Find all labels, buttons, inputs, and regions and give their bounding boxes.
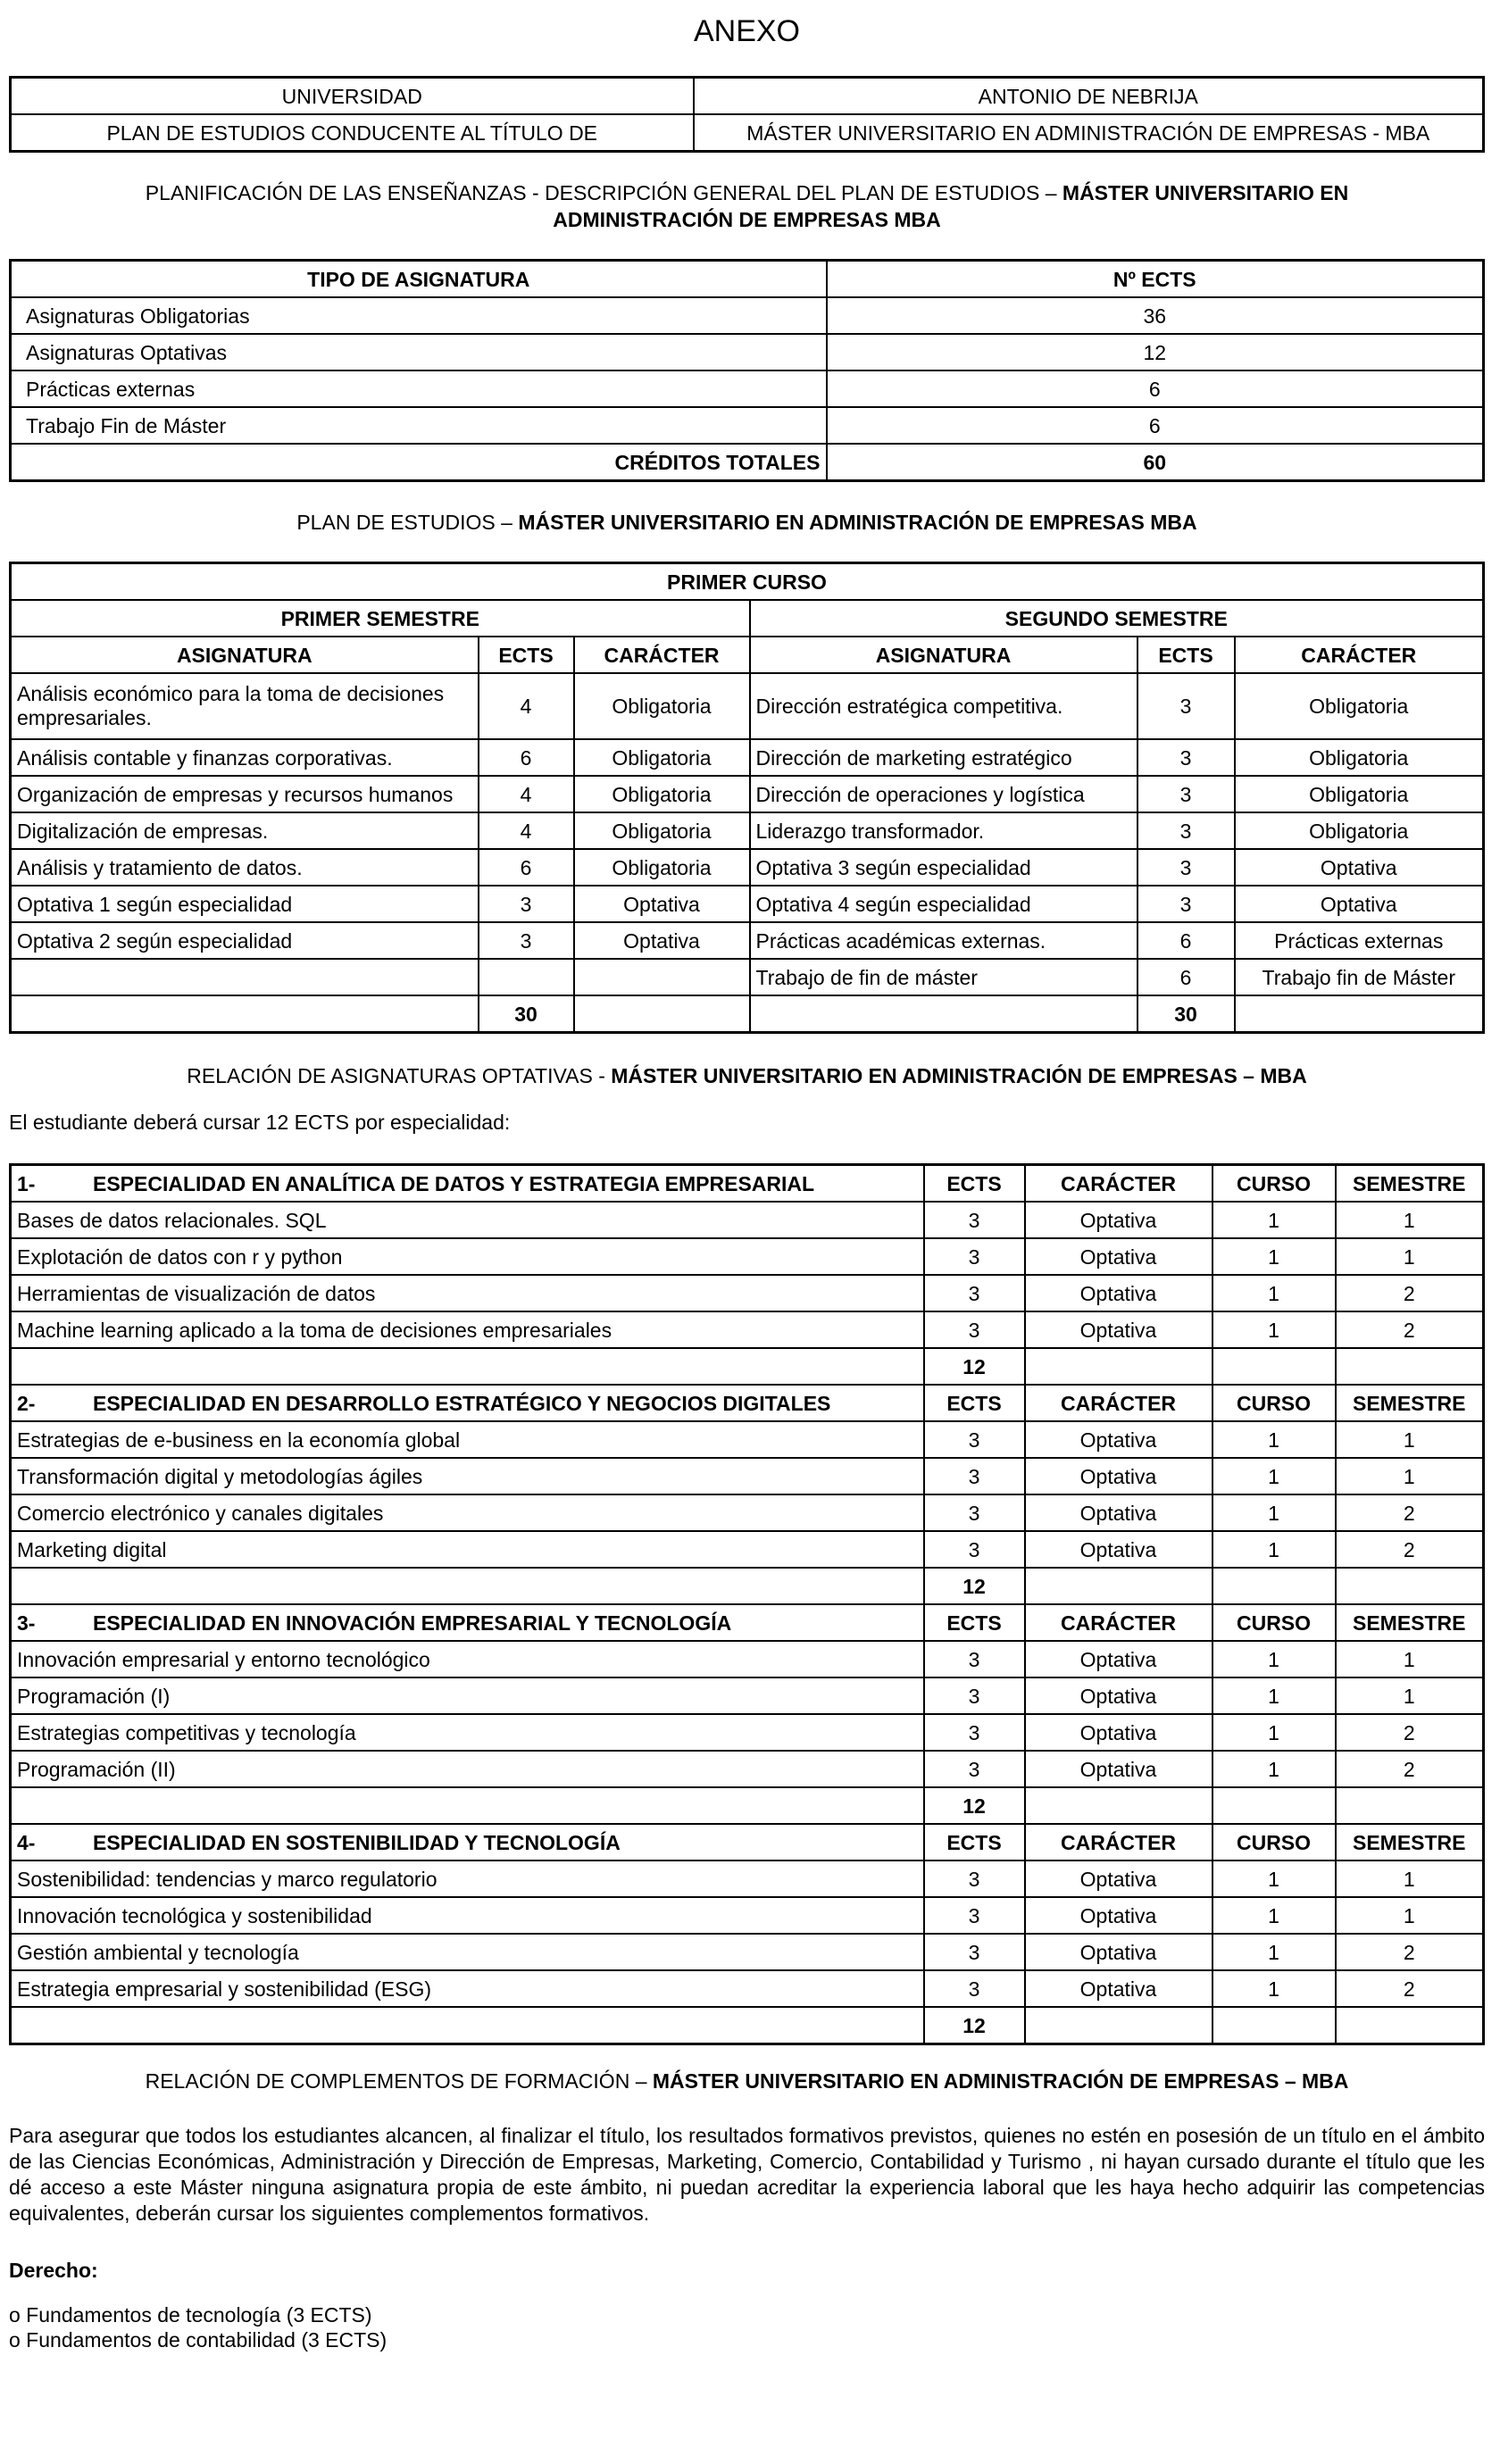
table-row — [11, 407, 1484, 444]
table-cell: 1 — [1336, 1238, 1484, 1275]
table-cell: Innovación empresarial y entorno tecnológico — [11, 1641, 924, 1677]
column-header: CURSO — [1212, 1385, 1336, 1421]
table-cell — [1336, 1348, 1484, 1385]
table-cell: 3 — [924, 1202, 1025, 1238]
table-cell — [1025, 2007, 1212, 2044]
total-value: 30 — [1138, 995, 1235, 1033]
table-header-row — [11, 261, 1484, 298]
column-header: ECTS — [479, 637, 574, 673]
table-row — [11, 1860, 1484, 1897]
table-row — [11, 1970, 1484, 2007]
table-cell: 3 — [924, 1641, 1025, 1677]
table-cell: Explotación de datos con r y python — [11, 1238, 924, 1275]
table-row — [11, 1714, 1484, 1751]
specialty-title — [11, 1824, 924, 1860]
semester-row — [11, 600, 1484, 637]
table-cell: Optativa — [1025, 1860, 1212, 1897]
table-cell: Optativa — [1025, 1897, 1212, 1934]
table-cell: 3 — [1138, 849, 1235, 886]
table-cell: Optativa — [574, 886, 750, 922]
table-cell: 3 — [1138, 776, 1235, 812]
table-row — [11, 1202, 1484, 1238]
table-cell: 3 — [924, 1531, 1025, 1568]
table-cell: Obligatoria — [574, 776, 750, 812]
table-cell — [11, 1568, 924, 1604]
intro-text: El estudiante deberá cursar 12 ECTS por especialidad: — [9, 1111, 511, 1134]
table-cell: 1 — [1212, 1714, 1336, 1751]
column-header: CARÁCTER — [1025, 1824, 1212, 1860]
column-header: CARÁCTER — [1025, 1165, 1212, 1203]
specialty-number: 3- — [17, 1611, 36, 1635]
derecho-label: Derecho: — [9, 2259, 98, 2282]
table-cell: 2 — [1336, 1714, 1484, 1751]
table-row — [11, 114, 1484, 152]
column-header: CURSO — [1212, 1824, 1336, 1860]
table-cell: 3 — [924, 1934, 1025, 1970]
section-heading — [9, 509, 1485, 536]
electives-table — [9, 1163, 1485, 2045]
table-cell: Dirección estratégica competitiva. — [750, 673, 1138, 739]
table-cell: 1 — [1212, 1202, 1336, 1238]
table-cell — [1336, 1568, 1484, 1604]
table-cell: ANTONIO DE NEBRIJA — [694, 78, 1484, 115]
table-cell: Comercio electrónico y canales digitales — [11, 1494, 924, 1531]
table-cell: Optativa — [1025, 1311, 1212, 1348]
heading-text: RELACIÓN DE ASIGNATURAS OPTATIVAS - — [187, 1064, 612, 1087]
list-item: o Fundamentos de contabilidad (3 ECTS) — [9, 2328, 388, 2352]
table-row — [11, 673, 1484, 739]
table-cell — [1025, 1348, 1212, 1385]
table-cell: 6 — [827, 370, 1484, 407]
specialty-title — [11, 1165, 924, 1203]
table-cell: 2 — [1336, 1275, 1484, 1311]
specialty-number: 1- — [17, 1171, 36, 1195]
complements-paragraph: Para asegurar que todos los estudiantes alcancen, al finalizar el título, los resultados formativos previstos, quienes no estén en posesión de un título en el ámbito de las Ciencias Económicas, Administración y Dirección de Empresas, Marketing, Comercio, Contabilidad y Turismo , ni hayan cursado durante el título que les dé acceso a este Máster ninguna asignatura propia de este ámbito, ni puedan acreditar la experiencia laboral que les haya hecho adquirir las competencias equivalentes, deberán cursar los siguientes complementos formativos. — [9, 2124, 1485, 2225]
table-cell: 1 — [1336, 1641, 1484, 1677]
table-row — [11, 1238, 1484, 1275]
table-cell: Optativa — [1235, 849, 1484, 886]
column-header: ECTS — [1138, 637, 1235, 673]
table-cell: Programación (II) — [11, 1751, 924, 1787]
total-value: 60 — [827, 444, 1484, 481]
table-cell — [1336, 1787, 1484, 1824]
table-cell: 3 — [1138, 673, 1235, 739]
table-cell — [1235, 995, 1484, 1033]
table-cell — [11, 995, 479, 1033]
heading-bold: MÁSTER UNIVERSITARIO EN ADMINISTRACIÓN DE EMPRESAS – MBA — [611, 1064, 1307, 1087]
table-row — [11, 1677, 1484, 1714]
table-cell: 6 — [479, 849, 574, 886]
specialty-name: ESPECIALIDAD EN INNOVACIÓN EMPRESARIAL Y TECNOLOGÍA — [93, 1611, 732, 1635]
page-title: ANEXO — [693, 14, 801, 48]
table-cell: 3 — [479, 922, 574, 959]
table-cell — [1212, 1787, 1336, 1824]
table-cell: 3 — [924, 1714, 1025, 1751]
table-cell — [1212, 1348, 1336, 1385]
column-header: CARÁCTER — [1025, 1385, 1212, 1421]
table-cell: Obligatoria — [574, 812, 750, 849]
table-row — [11, 78, 1484, 115]
table-cell: 1 — [1336, 1897, 1484, 1934]
table-cell: 1 — [1336, 1421, 1484, 1458]
total-row — [11, 995, 1484, 1033]
table-cell: 3 — [924, 1677, 1025, 1714]
plan-table — [9, 562, 1485, 1034]
table-cell: Análisis económico para la toma de decisiones empresariales. — [11, 673, 479, 739]
table-cell: 3 — [1138, 886, 1235, 922]
table-cell: Liderazgo transformador. — [750, 812, 1138, 849]
specialty-header-row — [11, 1385, 1484, 1421]
table-cell: Herramientas de visualización de datos — [11, 1275, 924, 1311]
table-cell — [11, 2007, 924, 2044]
table-cell: Optativa — [1025, 1421, 1212, 1458]
list-item: o Fundamentos de tecnología (3 ECTS) — [9, 2303, 372, 2327]
total-value: 12 — [924, 1348, 1025, 1385]
table-cell: Obligatoria — [1235, 812, 1484, 849]
table-cell — [11, 1787, 924, 1824]
table-cell: 3 — [924, 1275, 1025, 1311]
heading-text: RELACIÓN DE COMPLEMENTOS DE FORMACIÓN – — [145, 2069, 653, 2093]
table-cell: PLAN DE ESTUDIOS CONDUCENTE AL TÍTULO DE — [11, 114, 694, 152]
table-cell: 6 — [1138, 922, 1235, 959]
table-cell: 1 — [1212, 1641, 1336, 1677]
table-cell: 1 — [1336, 1860, 1484, 1897]
table-cell: Obligatoria — [1235, 776, 1484, 812]
specialty-number: 4- — [17, 1830, 36, 1854]
table-row — [11, 812, 1484, 849]
total-row — [11, 1348, 1484, 1385]
table-row — [11, 922, 1484, 959]
header-table — [9, 76, 1485, 153]
table-cell: 3 — [924, 1421, 1025, 1458]
table-cell: Estrategias competitivas y tecnología — [11, 1714, 924, 1751]
table-row — [11, 959, 1484, 995]
table-row — [11, 1494, 1484, 1531]
table-row — [11, 370, 1484, 407]
table-cell: 3 — [924, 1494, 1025, 1531]
column-header: CARÁCTER — [1235, 637, 1484, 673]
section-heading — [9, 2068, 1485, 2094]
table-cell: 3 — [924, 1970, 1025, 2007]
column-header: ASIGNATURA — [750, 637, 1138, 673]
total-label: CRÉDITOS TOTALES — [11, 444, 827, 481]
table-row — [11, 334, 1484, 370]
table-cell: Asignaturas Obligatorias — [11, 297, 827, 334]
column-header: SEMESTRE — [1336, 1165, 1484, 1203]
table-cell: Optativa — [1235, 886, 1484, 922]
table-cell: Prácticas externas — [11, 370, 827, 407]
column-header: SEMESTRE — [1336, 1385, 1484, 1421]
table-cell: Optativa — [1025, 1641, 1212, 1677]
table-cell: Optativa — [1025, 1714, 1212, 1751]
table-cell — [1025, 1568, 1212, 1604]
table-cell: Machine learning aplicado a la toma de decisiones empresariales — [11, 1311, 924, 1348]
table-cell: Dirección de marketing estratégico — [750, 739, 1138, 776]
table-cell: Trabajo de fin de máster — [750, 959, 1138, 995]
column-header: ECTS — [924, 1604, 1025, 1641]
total-row — [11, 2007, 1484, 2044]
table-cell: Innovación tecnológica y sostenibilidad — [11, 1897, 924, 1934]
table-row — [11, 1275, 1484, 1311]
table-row — [11, 739, 1484, 776]
total-row — [11, 444, 1484, 481]
table-cell: Asignaturas Optativas — [11, 334, 827, 370]
heading-text: PLAN DE ESTUDIOS – — [296, 511, 519, 534]
table-cell: 3 — [1138, 739, 1235, 776]
table-row — [11, 1421, 1484, 1458]
table-cell: Optativa — [1025, 1275, 1212, 1311]
table-cell: Trabajo fin de Máster — [1235, 959, 1484, 995]
table-cell: Sostenibilidad: tendencias y marco regulatorio — [11, 1860, 924, 1897]
table-cell: Optativa — [1025, 1970, 1212, 2007]
table-cell: 1 — [1212, 1860, 1336, 1897]
table-cell: Estrategias de e-business en la economía global — [11, 1421, 924, 1458]
specialty-title — [11, 1604, 924, 1641]
table-cell: 6 — [1138, 959, 1235, 995]
heading-bold: MÁSTER UNIVERSITARIO EN ADMINISTRACIÓN DE EMPRESAS MBA — [553, 181, 1349, 231]
section-heading — [9, 1062, 1485, 1089]
table-cell: 36 — [827, 297, 1484, 334]
table-cell: 1 — [1212, 1238, 1336, 1275]
table-cell: Optativa — [1025, 1238, 1212, 1275]
table-cell: 1 — [1336, 1458, 1484, 1494]
table-cell: 1 — [1336, 1677, 1484, 1714]
table-cell: Prácticas externas — [1235, 922, 1484, 959]
total-value: 12 — [924, 1787, 1025, 1824]
table-cell: 6 — [827, 407, 1484, 444]
table-cell: Programación (I) — [11, 1677, 924, 1714]
specialty-header-row — [11, 1165, 1484, 1203]
total-value: 12 — [924, 1568, 1025, 1604]
table-cell: Optativa — [1025, 1458, 1212, 1494]
heading-bold: MÁSTER UNIVERSITARIO EN ADMINISTRACIÓN DE EMPRESAS – MBA — [652, 2069, 1349, 2093]
semester-header: SEGUNDO SEMESTRE — [750, 600, 1484, 637]
specialty-header-row — [11, 1604, 1484, 1641]
table-cell: 1 — [1336, 1202, 1484, 1238]
column-header: CURSO — [1212, 1604, 1336, 1641]
table-cell: 1 — [1212, 1421, 1336, 1458]
table-cell: 4 — [479, 776, 574, 812]
column-header: ECTS — [924, 1385, 1025, 1421]
table-cell: Gestión ambiental y tecnología — [11, 1934, 924, 1970]
table-cell — [1336, 2007, 1484, 2044]
column-header: CURSO — [1212, 1165, 1336, 1203]
table-row — [11, 849, 1484, 886]
table-cell: 6 — [479, 739, 574, 776]
table-cell: Obligatoria — [574, 673, 750, 739]
heading-text: PLANIFICACIÓN DE LAS ENSEÑANZAS - DESCRIPCIÓN GENERAL DEL PLAN DE ESTUDIOS – — [145, 181, 1062, 204]
heading-bold: MÁSTER UNIVERSITARIO EN ADMINISTRACIÓN DE EMPRESAS MBA — [518, 511, 1197, 534]
table-row — [11, 776, 1484, 812]
table-cell: 1 — [1212, 1970, 1336, 2007]
table-cell: 3 — [479, 886, 574, 922]
table-cell: 1 — [1212, 1275, 1336, 1311]
table-cell: 12 — [827, 334, 1484, 370]
table-cell: Análisis contable y finanzas corporativas. — [11, 739, 479, 776]
table-cell: Trabajo Fin de Máster — [11, 407, 827, 444]
specialty-name: ESPECIALIDAD EN ANALÍTICA DE DATOS Y ESTRATEGIA EMPRESARIAL — [93, 1171, 815, 1195]
section-heading — [9, 179, 1485, 233]
table-cell: MÁSTER UNIVERSITARIO EN ADMINISTRACIÓN DE EMPRESAS - MBA — [694, 114, 1484, 152]
table-cell — [1212, 2007, 1336, 2044]
course-header: PRIMER CURSO — [11, 563, 1484, 601]
table-cell: Optativa — [1025, 1934, 1212, 1970]
table-cell: 1 — [1212, 1311, 1336, 1348]
table-cell: Optativa — [1025, 1494, 1212, 1531]
table-cell: 3 — [924, 1897, 1025, 1934]
table-cell: 3 — [924, 1311, 1025, 1348]
table-cell: Estrategia empresarial y sostenibilidad (ESG) — [11, 1970, 924, 2007]
summary-table — [9, 259, 1485, 482]
table-row — [11, 1531, 1484, 1568]
table-row — [11, 1641, 1484, 1677]
specialty-title — [11, 1385, 924, 1421]
table-cell: Transformación digital y metodologías ágiles — [11, 1458, 924, 1494]
table-cell: 2 — [1336, 1970, 1484, 2007]
table-cell: Optativa — [1025, 1202, 1212, 1238]
table-cell: 1 — [1212, 1494, 1336, 1531]
table-cell: 1 — [1212, 1751, 1336, 1787]
table-row — [11, 886, 1484, 922]
table-row — [11, 1897, 1484, 1934]
course-row — [11, 563, 1484, 601]
table-cell: Optativa 2 según especialidad — [11, 922, 479, 959]
complements-list — [9, 2302, 1485, 2352]
table-cell: 3 — [924, 1751, 1025, 1787]
column-header: ECTS — [924, 1824, 1025, 1860]
table-cell: 3 — [924, 1238, 1025, 1275]
table-cell: Optativa — [574, 922, 750, 959]
column-header: ASIGNATURA — [11, 637, 479, 673]
specialty-name: ESPECIALIDAD EN SOSTENIBILIDAD Y TECNOLOGÍA — [93, 1830, 621, 1854]
table-row — [11, 1751, 1484, 1787]
table-cell: 2 — [1336, 1751, 1484, 1787]
table-cell: 4 — [479, 812, 574, 849]
table-cell: Obligatoria — [574, 739, 750, 776]
table-cell: 1 — [1212, 1677, 1336, 1714]
table-cell: Digitalización de empresas. — [11, 812, 479, 849]
column-header: ECTS — [924, 1165, 1025, 1203]
table-cell: Bases de datos relacionales. SQL — [11, 1202, 924, 1238]
table-cell: UNIVERSIDAD — [11, 78, 694, 115]
table-cell: Obligatoria — [1235, 739, 1484, 776]
table-cell: 3 — [1138, 812, 1235, 849]
table-cell: Dirección de operaciones y logística — [750, 776, 1138, 812]
table-cell: Optativa — [1025, 1677, 1212, 1714]
table-cell: 2 — [1336, 1311, 1484, 1348]
table-cell: 3 — [924, 1458, 1025, 1494]
table-cell: 1 — [1212, 1531, 1336, 1568]
total-row — [11, 1568, 1484, 1604]
table-cell — [11, 1348, 924, 1385]
table-header-row — [11, 637, 1484, 673]
column-header: TIPO DE ASIGNATURA — [11, 261, 827, 298]
table-row — [11, 1458, 1484, 1494]
table-cell: 2 — [1336, 1494, 1484, 1531]
specialty-header-row — [11, 1824, 1484, 1860]
table-cell — [574, 959, 750, 995]
table-cell: 2 — [1336, 1934, 1484, 1970]
table-cell: 3 — [924, 1860, 1025, 1897]
column-header: Nº ECTS — [827, 261, 1484, 298]
table-cell — [479, 959, 574, 995]
table-row — [11, 1934, 1484, 1970]
column-header: CARÁCTER — [574, 637, 750, 673]
table-cell — [574, 995, 750, 1033]
table-cell: Optativa 1 según especialidad — [11, 886, 479, 922]
table-cell: Optativa 3 según especialidad — [750, 849, 1138, 886]
total-value: 12 — [924, 2007, 1025, 2044]
specialty-name: ESPECIALIDAD EN DESARROLLO ESTRATÉGICO Y NEGOCIOS DIGITALES — [93, 1391, 831, 1415]
table-cell: 1 — [1212, 1458, 1336, 1494]
table-cell — [1025, 1787, 1212, 1824]
table-cell: Optativa — [1025, 1531, 1212, 1568]
total-row — [11, 1787, 1484, 1824]
table-cell: Organización de empresas y recursos humanos — [11, 776, 479, 812]
table-cell: 1 — [1212, 1934, 1336, 1970]
table-cell — [1212, 1568, 1336, 1604]
table-cell — [750, 995, 1138, 1033]
table-cell: Obligatoria — [1235, 673, 1484, 739]
table-cell: Optativa 4 según especialidad — [750, 886, 1138, 922]
table-cell: Obligatoria — [574, 849, 750, 886]
specialty-number: 2- — [17, 1391, 36, 1415]
table-cell: 1 — [1212, 1897, 1336, 1934]
column-header: CARÁCTER — [1025, 1604, 1212, 1641]
table-cell: Prácticas académicas externas. — [750, 922, 1138, 959]
table-row — [11, 297, 1484, 334]
table-cell: 2 — [1336, 1531, 1484, 1568]
total-value: 30 — [479, 995, 574, 1033]
column-header: SEMESTRE — [1336, 1824, 1484, 1860]
table-cell: 4 — [479, 673, 574, 739]
semester-header: PRIMER SEMESTRE — [11, 600, 750, 637]
column-header: SEMESTRE — [1336, 1604, 1484, 1641]
table-row — [11, 1311, 1484, 1348]
table-cell — [11, 959, 479, 995]
table-cell: Análisis y tratamiento de datos. — [11, 849, 479, 886]
table-cell: Marketing digital — [11, 1531, 924, 1568]
table-cell: Optativa — [1025, 1751, 1212, 1787]
